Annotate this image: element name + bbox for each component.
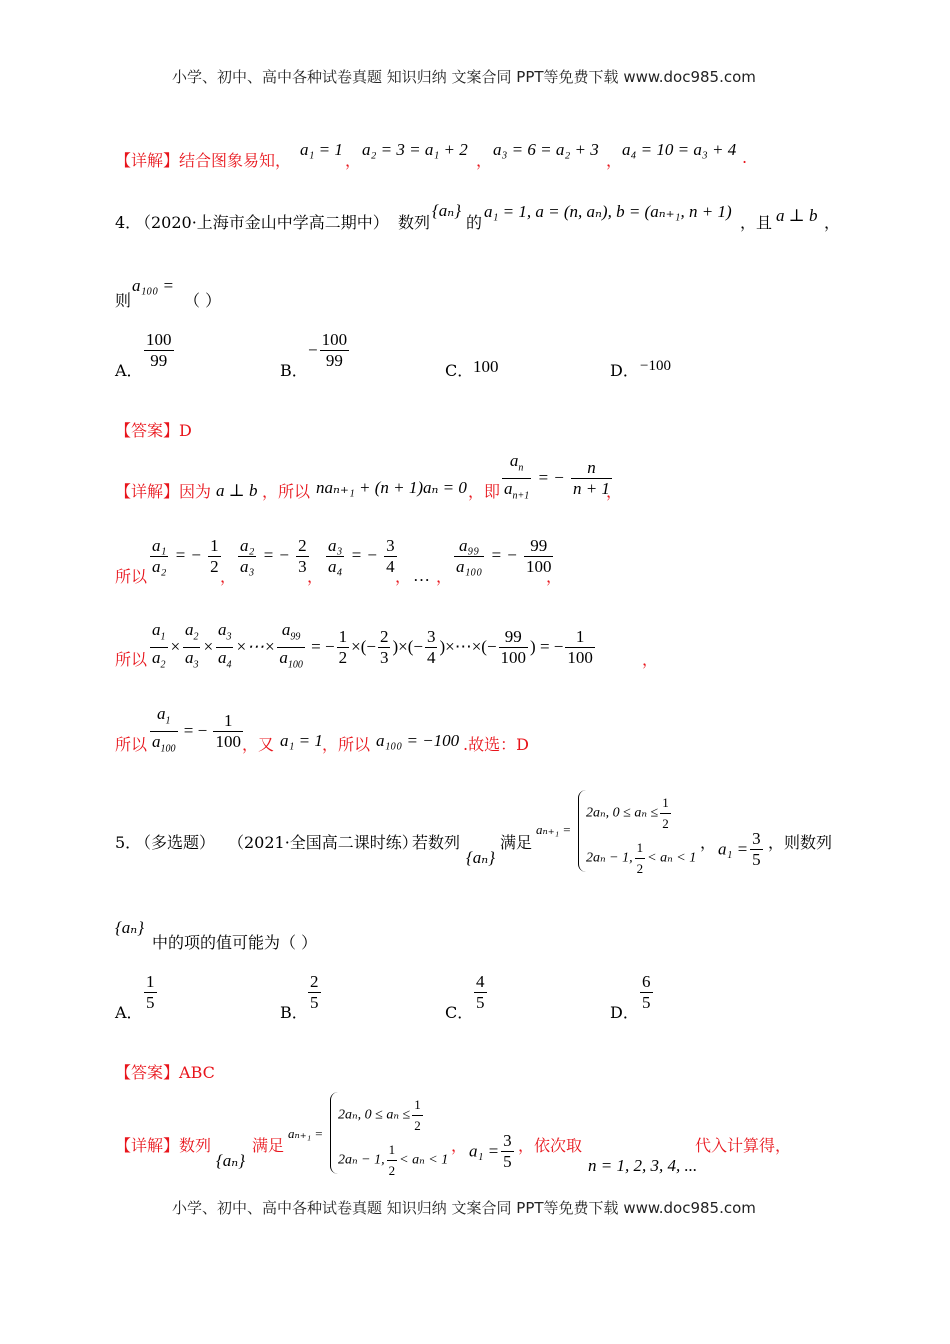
q3-eq1: a₁ = 1 <box>300 140 343 159</box>
q4-d4-ratio: $\frac{a_1}{a_{100}}$ = − $\frac{1}{100}$ <box>152 704 241 755</box>
q5-stem-a: 若数列 <box>412 833 461 852</box>
q4-d4-eq2: a₁₀₀ = −100 <box>376 731 460 750</box>
q5-detail-lhs: aₙ₊₁ = <box>288 1126 324 1141</box>
q5-seq: {aₙ} <box>466 848 495 867</box>
q3-eq2: a₂ = 3 = a₁ + 2 <box>362 140 468 159</box>
q4-d1-eq: naₙ₊₁ + (n + 1)aₙ = 0 <box>316 478 467 497</box>
detail-text: 结合图象易知， <box>179 151 292 170</box>
q5-stem-b: 满足 <box>500 833 533 852</box>
q4-cond: a₁ = 1, a = (n, aₙ), b = (aₙ₊₁, n + 1) <box>484 202 732 221</box>
q5-detail-e: 代入计算得， <box>695 1136 792 1155</box>
q4-d1-ratio: $\frac{a_n}{a_{n+1}}$ = − $\frac{n}{n + 1}$ <box>504 451 610 502</box>
q4-line2: 则 <box>115 291 132 310</box>
q3-end: . <box>742 148 748 167</box>
q5-seq-2: {aₙ} <box>115 918 144 937</box>
q5-line2: 中的项的值可能为（ ） <box>152 933 318 952</box>
q4-d1-b: ，所以 <box>262 482 311 501</box>
q5-detail-n: n = 1, 2, 3, 4, ... <box>588 1156 698 1175</box>
q4-option-b-letter: B． <box>280 361 308 380</box>
q4-d2-r2: $\frac{\text{a₂}}{\text{a₃}}$ = − $\frac{2}{3}$ <box>240 536 307 576</box>
q5-option-a-letter: A． <box>115 1003 143 1022</box>
q4-option-c-letter: C． <box>445 361 474 380</box>
q4-seq: {aₙ} <box>432 201 461 220</box>
q4-d1-c: ，即 <box>468 482 501 501</box>
q5-option-c: $\frac{4}{5}$ <box>476 972 485 1012</box>
q4-stem-a: 数列 <box>398 213 431 232</box>
q5-source: （2021·全国高二课时练） <box>228 833 418 852</box>
q4-number: 4． <box>115 213 142 232</box>
q4-option-a-letter: A． <box>115 361 143 380</box>
q3-eq4: a₄ = 10 = a₃ + 4 <box>622 140 737 159</box>
q5-type: （多选题） <box>135 833 216 852</box>
q4-d2-dots: … <box>413 566 430 585</box>
q4-d4-c: ，所以 <box>322 735 371 754</box>
q4-stem-c: ，且 <box>740 213 773 232</box>
q4-option-b: − $\frac{100}{99}$ <box>308 330 348 370</box>
q5-detail-seq: {aₙ} <box>216 1151 245 1170</box>
q4-option-a: $\frac{100}{99}$ <box>146 330 172 370</box>
q4-d2-r1: $\frac{\text{a₁}}{\text{a₂}}$ = − $\frac{1}{2}$ <box>152 536 219 576</box>
q5-stem-c: ， <box>700 833 717 852</box>
q4-stem-d: ， <box>824 213 841 232</box>
q4-d4-d: .故选：D <box>463 735 529 754</box>
q5-option-b: $\frac{2}{5}$ <box>310 972 319 1012</box>
q3-sep2: ， <box>476 151 493 170</box>
q5-detail-case1: 2aₙ, 0 ≤ aₙ ≤ $\frac{1}{2}$ <box>338 1097 421 1133</box>
q5-option-d: $\frac{6}{5}$ <box>642 972 651 1012</box>
page-header: 小学、初中、高中各种试卷真题 知识归纳 文案合同 PPT等免费下载 www.doc985.com <box>172 68 756 86</box>
q4-d1-end: ， <box>606 482 623 501</box>
q5-option-b-letter: B． <box>280 1003 308 1022</box>
q4-detail-1: 【详解】因为 <box>115 482 212 501</box>
q5-detail-case2: 2aₙ − 1, $\frac{1}{2}$ < aₙ < 1 <box>338 1142 449 1178</box>
q5-case1: 2aₙ, 0 ≤ aₙ ≤ $\frac{1}{2}$ <box>586 795 669 831</box>
q5-answer: 【答案】ABC <box>115 1063 215 1082</box>
q5-option-d-letter: D． <box>610 1003 639 1022</box>
q4-paren: （ ） <box>184 291 222 310</box>
q5-option-a: $\frac{1}{5}$ <box>146 972 155 1012</box>
q5-detail-b: 满足 <box>252 1136 285 1155</box>
q3-eq3: a₃ = 6 = a₂ + 3 <box>493 140 599 159</box>
q3-detail <box>115 148 291 171</box>
detail-label: 【详解】 <box>115 151 180 170</box>
q4-d1-perp: a ⊥ b <box>216 481 258 500</box>
q5-detail-c: ， <box>451 1136 468 1155</box>
q4-perp: a ⊥ b <box>776 206 818 225</box>
q3-sep3: ， <box>606 151 623 170</box>
q4-target: a₁₀₀ = <box>132 276 174 295</box>
q4-d2-so: 所以 <box>115 567 148 586</box>
q4-stem-b: 的 <box>466 213 483 232</box>
page-footer: 小学、初中、高中各种试卷真题 知识归纳 文案合同 PPT等免费下载 www.doc985.com <box>172 1199 756 1217</box>
q5-init: a₁ = $\frac{3}{5}$ <box>718 829 761 869</box>
q4-option-c: 100 <box>473 357 499 376</box>
q5-lhs: aₙ₊₁ = <box>536 822 572 837</box>
q4-d4-b: ，又 <box>242 735 275 754</box>
q4-d3-product: $\frac{a_1}{a_2}$ × $\frac{a_2}{a_3}$ × $\frac{a_3}{a_4}$ ×⋯× $\frac{a_{99}}{a_{100}}$ = − $\frac{1}{2}$ ×(− $\frac{2}{3}$ )×(− $\frac{3}{4}$ )×⋯×(− $\frac{99}{100}$ ) = − $\frac{1}{100}$ <box>152 620 593 671</box>
q5-case2: 2aₙ − 1, $\frac{1}{2}$ < aₙ < 1 <box>586 840 697 876</box>
q4-d2-r3: $\frac{\text{a₃}}{\text{a₄}}$ = − $\frac{3}{4}$ <box>328 536 395 576</box>
q5-detail: 【详解】数列 <box>115 1136 212 1155</box>
q5-detail-init: a₁ = $\frac{3}{5}$ <box>469 1131 512 1171</box>
q4-d4-so: 所以 <box>115 735 148 754</box>
q5-detail-d: ，依次取 <box>518 1136 583 1155</box>
q4-d3-so: 所以 <box>115 650 148 669</box>
q3-sep1: ， <box>345 151 362 170</box>
q4-d4-eq1: a₁ = 1 <box>280 731 323 750</box>
q4-source: （2020·上海市金山中学高二期中） <box>135 213 389 232</box>
q5-stem-d: ，则数列 <box>768 833 833 852</box>
q4-answer: 【答案】D <box>115 421 192 440</box>
q4-option-d-letter: D． <box>610 361 639 380</box>
q5-option-c-letter: C． <box>445 1003 474 1022</box>
q4-d2-r4: $\frac{\text{a₉₉}}{\text{a₁₀₀}}$ = − $\frac{99}{100}$ <box>456 536 552 576</box>
q4-option-d: −100 <box>640 358 671 374</box>
q5-number: 5． <box>115 833 142 852</box>
